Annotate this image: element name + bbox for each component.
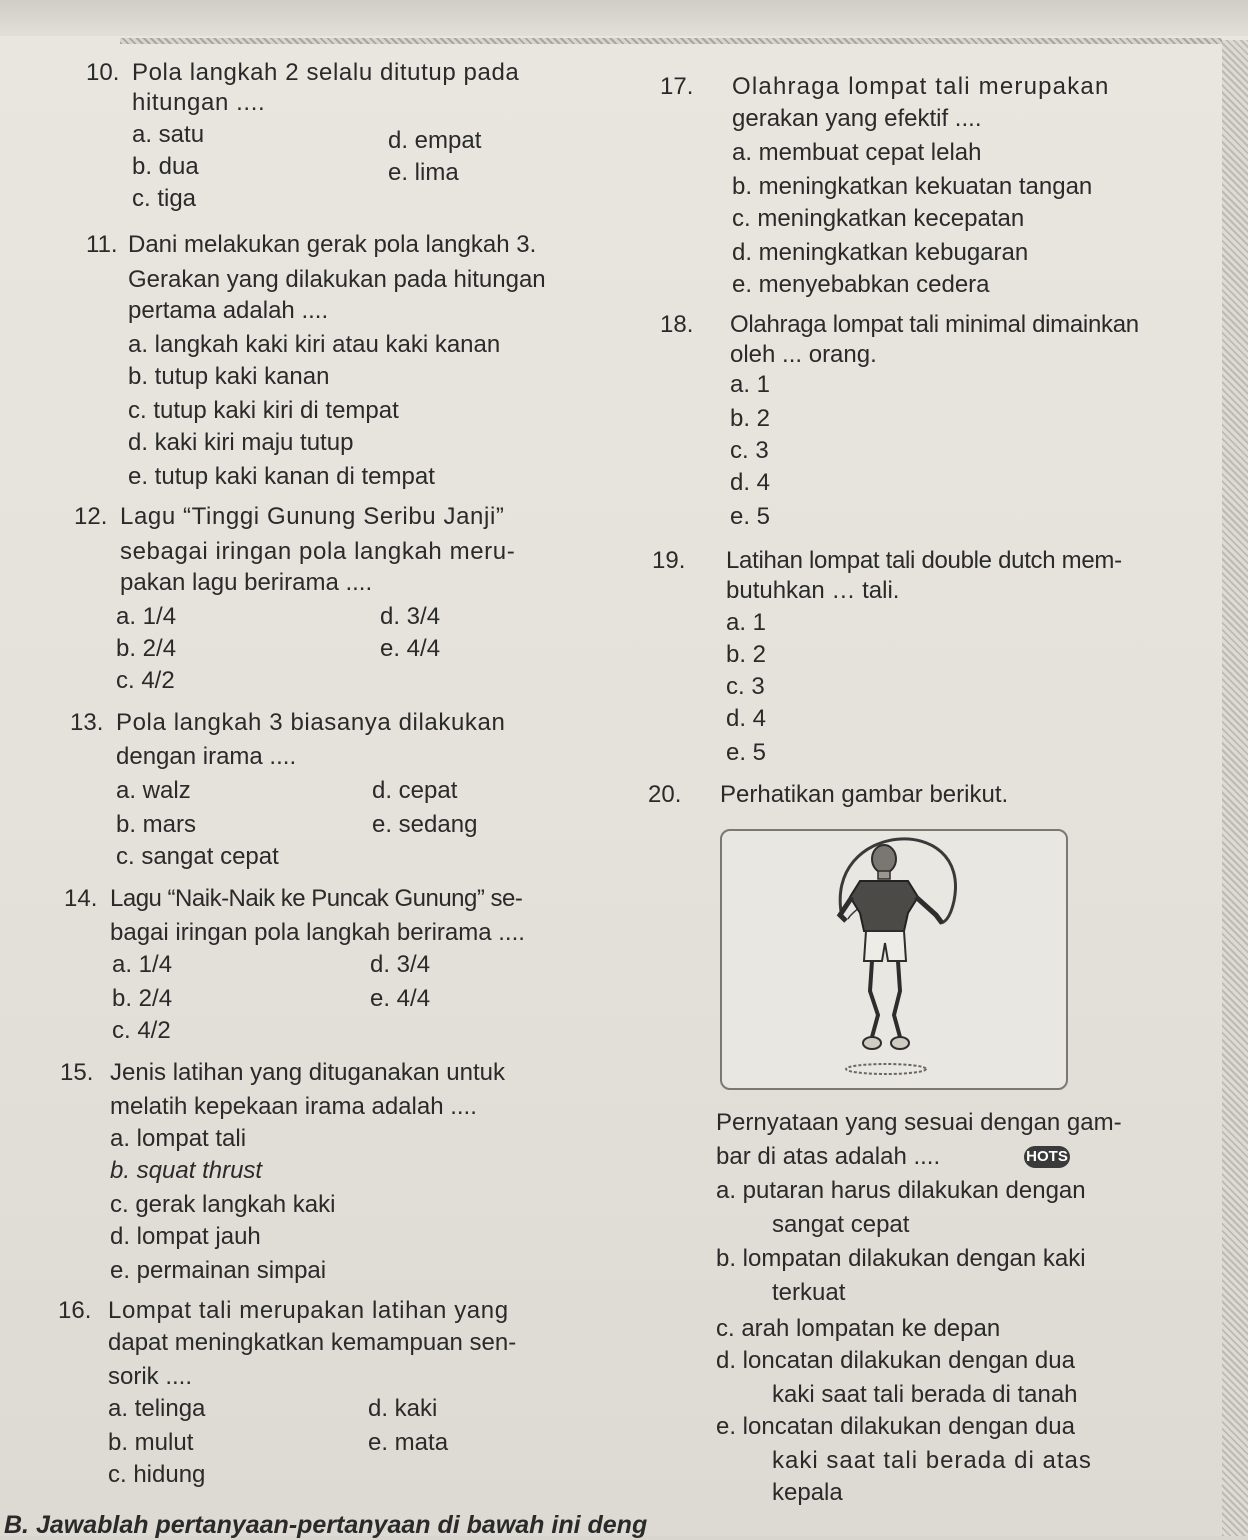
question-stem: Pernyataan yang sesuai dengan gam-: [716, 1109, 1122, 1136]
question-number: 19.: [652, 547, 686, 574]
option-e: e. 4/4: [370, 985, 431, 1012]
option-d: d. meningkatkan kebugaran: [732, 239, 1029, 266]
option-b: b. 2/4: [112, 985, 173, 1012]
option-a-cont: sangat cepat: [772, 1211, 910, 1238]
question-text: Perhatikan gambar berikut.: [720, 781, 1009, 808]
section-b-heading: B. Jawablah pertanyaan-pertanyaan di bawah ini deng: [4, 1511, 648, 1539]
option-c: c. tiga: [132, 185, 197, 212]
option-d: d. cepat: [372, 777, 458, 804]
question-stem: bar di atas adalah ....: [716, 1143, 941, 1170]
option-d: d. 3/4: [370, 951, 431, 978]
option-b: b. 2: [730, 405, 771, 432]
option-b: b. tutup kaki kanan: [128, 363, 330, 390]
option-b-cont: terkuat: [772, 1279, 846, 1306]
question-text: Gerakan yang dilakukan pada hitungan: [128, 266, 546, 293]
option-d: d. 4: [730, 469, 771, 496]
option-c: c. arah lompatan ke depan: [716, 1315, 1001, 1342]
option-e-cont: kaki saat tali berada di atas: [772, 1447, 1092, 1474]
option-a: a. 1: [726, 609, 767, 636]
option-e: e. 5: [730, 503, 771, 530]
question-text: Lompat tali merupakan latihan yang: [108, 1297, 509, 1324]
option-c: c. 4/2: [116, 667, 175, 694]
option-a: a. putaran harus dilakukan dengan: [716, 1177, 1086, 1204]
question-number: 13.: [70, 709, 104, 736]
option-c: c. sangat cepat: [116, 843, 279, 870]
question-number: 12.: [74, 503, 108, 530]
option-a: a. lompat tali: [110, 1125, 247, 1152]
option-c: c. 4/2: [112, 1017, 171, 1044]
question-text: pertama adalah ....: [128, 297, 329, 324]
option-b: b. dua: [132, 153, 199, 180]
question-text: butuhkan … tali.: [726, 577, 900, 604]
option-d: d. loncatan dilakukan dengan dua: [716, 1347, 1075, 1374]
option-b: b. squat thrust: [110, 1157, 263, 1184]
question-text: melatih kepekaan irama adalah ....: [110, 1093, 477, 1120]
option-b: b. meningkatkan kekuatan tangan: [732, 173, 1093, 200]
question-text: gerakan yang efektif ....: [732, 105, 982, 132]
option-e: e. tutup kaki kanan di tempat: [128, 463, 435, 490]
option-b: b. lompatan dilakukan dengan kaki: [716, 1245, 1086, 1272]
option-a: a. satu: [132, 121, 205, 148]
option-b: b. 2: [726, 641, 767, 668]
option-e: e. menyebabkan cedera: [732, 271, 990, 298]
option-c: c. meningkatkan kecepatan: [732, 205, 1025, 232]
question-text: oleh ... orang.: [730, 341, 877, 368]
question-text: bagai iringan pola langkah berirama ....: [110, 919, 525, 946]
question-number: 20.: [648, 781, 682, 808]
question-text: Latihan lompat tali double dutch mem-: [726, 547, 1122, 574]
question-text: Jenis latihan yang dituganakan untuk: [110, 1059, 505, 1086]
question-text: dapat meningkatkan kemampuan sen-: [108, 1329, 517, 1356]
option-a: a. membuat cepat lelah: [732, 139, 982, 166]
option-a: a. langkah kaki kiri atau kaki kanan: [128, 331, 501, 358]
question-text: hitungan ....: [132, 89, 266, 116]
question-text: pakan lagu berirama ....: [120, 569, 373, 596]
option-d: d. 4: [726, 705, 767, 732]
question-text: Olahraga lompat tali merupakan: [732, 73, 1110, 100]
option-c: c. gerak langkah kaki: [110, 1191, 336, 1218]
option-c: c. 3: [730, 437, 769, 464]
right-border-band: [1222, 40, 1248, 1536]
option-b: b. mulut: [108, 1429, 194, 1456]
option-a: a. 1/4: [116, 603, 177, 630]
question-number: 14.: [64, 885, 98, 912]
question-number: 15.: [60, 1059, 94, 1086]
option-c: c. hidung: [108, 1461, 206, 1488]
question-text: Lagu “Tinggi Gunung Seribu Janji”: [120, 503, 505, 530]
option-c: c. 3: [726, 673, 765, 700]
option-d: d. kaki kiri maju tutup: [128, 429, 354, 456]
option-a: a. walz: [116, 777, 191, 804]
question-number: 10.: [86, 59, 120, 86]
hots-badge: HOTS: [1024, 1146, 1070, 1168]
jump-rope-illustration: [722, 831, 1066, 1088]
page-top-edge: [0, 0, 1248, 36]
question-number: 18.: [660, 311, 694, 338]
option-b: b. mars: [116, 811, 197, 838]
question-text: Dani melakukan gerak pola langkah 3.: [128, 231, 537, 258]
question-number: 11.: [86, 231, 118, 258]
option-a: a. 1/4: [112, 951, 173, 978]
question-text: Olahraga lompat tali minimal dimainkan: [730, 311, 1139, 338]
option-b: b. 2/4: [116, 635, 177, 662]
question-text: Pola langkah 3 biasanya dilakukan: [116, 709, 506, 736]
option-e: e. loncatan dilakukan dengan dua: [716, 1413, 1075, 1440]
jump-rope-figure: [720, 829, 1068, 1090]
option-e-cont: kepala: [772, 1479, 843, 1506]
option-e: e. lima: [388, 159, 459, 186]
option-e: e. mata: [368, 1429, 449, 1456]
option-e: e. 4/4: [380, 635, 441, 662]
option-a: a. telinga: [108, 1395, 206, 1422]
option-c: c. tutup kaki kiri di tempat: [128, 397, 399, 424]
question-text: sebagai iringan pola langkah meru-: [120, 538, 516, 565]
question-text: dengan irama ....: [116, 743, 297, 770]
option-d-cont: kaki saat tali berada di tanah: [772, 1381, 1078, 1408]
question-number: 16.: [58, 1297, 92, 1324]
option-a: a. 1: [730, 371, 771, 398]
option-e: e. 5: [726, 739, 767, 766]
option-d: d. empat: [388, 127, 482, 154]
option-d: d. 3/4: [380, 603, 441, 630]
question-text: Lagu “Naik-Naik ke Puncak Gunung” se-: [110, 885, 523, 912]
option-d: d. kaki: [368, 1395, 438, 1422]
top-border-line: [120, 38, 1222, 44]
question-number: 17.: [660, 73, 694, 100]
option-d: d. lompat jauh: [110, 1223, 261, 1250]
question-text: Pola langkah 2 selalu ditutup pada: [132, 59, 520, 86]
option-e: e. sedang: [372, 811, 478, 838]
option-e: e. permainan simpai: [110, 1257, 327, 1284]
question-text: sorik ....: [108, 1363, 193, 1390]
